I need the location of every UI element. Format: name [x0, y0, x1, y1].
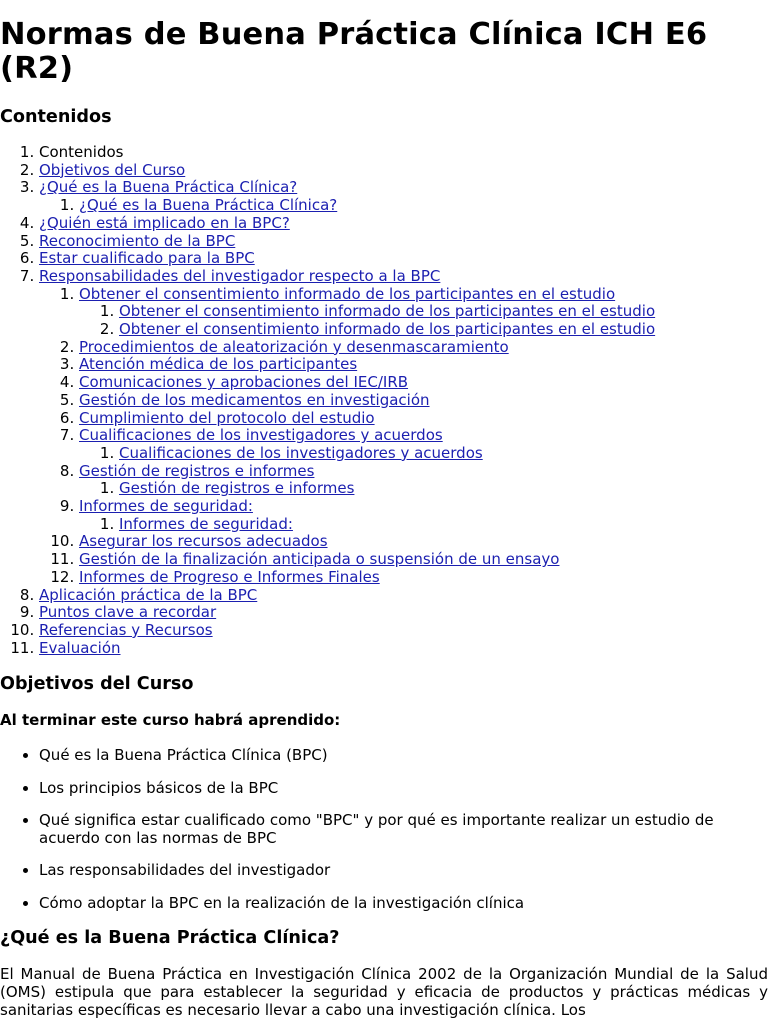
toc-subitem	[79, 374, 768, 392]
objetivo-item: • Los principios básicos de la BPC	[39, 780, 768, 798]
toc-subitem	[79, 463, 768, 498]
toc-subsubitem	[119, 445, 768, 463]
toc-link-informes-seguridad[interactable]: Informes de seguridad:	[79, 497, 253, 516]
toc-link-aplicacion[interactable]: Aplicación práctica de la BPC	[39, 585, 258, 604]
toc-subsubitem	[119, 516, 768, 534]
toc-subsublist	[79, 303, 768, 338]
toc-subsubitem	[119, 321, 768, 339]
toc-subsubitem	[119, 303, 768, 321]
toc-link-protocolo[interactable]: Cumplimiento del protocolo del estudio	[79, 408, 375, 427]
toc-sublist	[39, 197, 768, 215]
toc-link-atencion-medica[interactable]: Atención médica de los participantes	[79, 355, 358, 374]
toc-link-reconocimiento[interactable]: Reconocimiento de la BPC	[39, 231, 236, 250]
toc-subitem	[79, 410, 768, 428]
toc-item	[39, 268, 768, 587]
toc-subitem	[79, 533, 768, 551]
toc-subsublist	[79, 445, 768, 463]
toc-item	[39, 215, 768, 233]
toc-link-cualificaciones[interactable]: Cualificaciones de los investigadores y acuerdos	[79, 426, 443, 445]
toc-item	[39, 587, 768, 605]
toc-item-label: Contenidos	[39, 143, 124, 161]
toc-item	[39, 233, 768, 251]
toc-subitem	[79, 551, 768, 569]
bpc-heading: ¿Qué es la Buena Práctica Clínica?	[0, 928, 340, 949]
page-title: Normas de Buena Práctica Clínica ICH E6 (R2)	[0, 17, 708, 86]
toc-link-evaluacion[interactable]: Evaluación	[39, 638, 121, 657]
objetivo-item: • Qué significa estar cualificado como "BPC" y por qué es importante realizar un estudio de acuerdo con las normas de BPC	[39, 812, 768, 847]
objetivos-subheading: Al terminar este curso habrá aprendido:	[0, 711, 341, 730]
toc-subitem	[79, 427, 768, 462]
toc-link-informes-progreso[interactable]: Informes de Progreso e Informes Finales	[79, 567, 380, 586]
toc-link-consentimiento-2[interactable]: Obtener el consentimiento informado de los participantes en el estudio	[119, 320, 656, 339]
toc-item	[39, 640, 768, 658]
objetivos-heading: Objetivos del Curso	[0, 674, 194, 695]
toc-link-comunicaciones[interactable]: Comunicaciones y aprobaciones del IEC/IRB	[79, 373, 409, 392]
toc-link-registros[interactable]: Gestión de registros e informes	[79, 461, 315, 480]
objetivo-item: • Las responsabilidades del investigador	[39, 862, 768, 880]
toc-link-quien-implicado[interactable]: ¿Quién está implicado en la BPC?	[39, 213, 290, 232]
toc-link-responsabilidades[interactable]: Responsabilidades del investigador respecto a la BPC	[39, 266, 441, 285]
toc-link-aleatorizacion[interactable]: Procedimientos de aleatorización y desenmascaramiento	[79, 337, 509, 356]
toc-subitem	[79, 339, 768, 357]
toc-link-puntos-clave[interactable]: Puntos clave a recordar	[39, 603, 217, 622]
toc-link-referencias[interactable]: Referencias y Recursos	[39, 620, 213, 639]
toc-link-finalizacion[interactable]: Gestión de la finalización anticipada o suspensión de un ensayo	[79, 550, 560, 569]
toc-subitem	[79, 356, 768, 374]
toc-link-informes-seguridad-1[interactable]: Informes de seguridad:	[119, 514, 293, 533]
toc-subitem	[79, 569, 768, 587]
toc-link-cualificado[interactable]: Estar cualificado para la BPC	[39, 249, 255, 268]
toc-link-consentimiento[interactable]: Obtener el consentimiento informado de los participantes en el estudio	[79, 284, 616, 303]
toc-subitem	[79, 392, 768, 410]
toc-link-que-es-bpc-sub[interactable]: ¿Qué es la Buena Práctica Clínica?	[79, 196, 338, 215]
toc-subsublist	[79, 480, 768, 498]
toc-subsubitem	[119, 480, 768, 498]
toc-list	[0, 144, 768, 657]
bpc-paragraph: El Manual de Buena Práctica en Investigación Clínica 2002 de la Organización Mundial de la Salud (OMS) estipula que para establecer la seguridad y eficacia de productos y prácticas médicas y sanitarias específicas es necesario llevar a cabo una investigación clínica. Los	[0, 965, 768, 1019]
toc-item	[39, 250, 768, 268]
toc-subitem	[79, 197, 768, 215]
toc-item	[39, 162, 768, 180]
toc-link-recursos[interactable]: Asegurar los recursos adecuados	[79, 532, 328, 551]
toc-link-cualificaciones-1[interactable]: Cualificaciones de los investigadores y acuerdos	[119, 443, 483, 462]
toc-item	[39, 622, 768, 640]
toc-subitem	[79, 498, 768, 533]
toc-heading: Contenidos	[0, 107, 112, 127]
toc-link-consentimiento-1[interactable]: Obtener el consentimiento informado de los participantes en el estudio	[119, 302, 656, 321]
toc-link-objetivos[interactable]: Objetivos del Curso	[39, 160, 186, 179]
toc-link-registros-1[interactable]: Gestión de registros e informes	[119, 479, 355, 498]
objetivo-item: • Qué es la Buena Práctica Clínica (BPC)	[39, 747, 768, 765]
objetivo-item: • Cómo adoptar la BPC en la realización de la investigación clínica	[39, 895, 768, 913]
objetivos-list	[0, 747, 768, 912]
toc-subitem	[79, 286, 768, 339]
toc-sublist	[39, 286, 768, 587]
toc-subsublist	[79, 516, 768, 534]
toc-item	[39, 604, 768, 622]
toc-item	[39, 179, 768, 214]
toc-link-que-es-bpc[interactable]: ¿Qué es la Buena Práctica Clínica?	[39, 178, 298, 197]
toc-link-medicamentos[interactable]: Gestión de los medicamentos en investigación	[79, 390, 430, 409]
toc-item	[39, 144, 768, 162]
